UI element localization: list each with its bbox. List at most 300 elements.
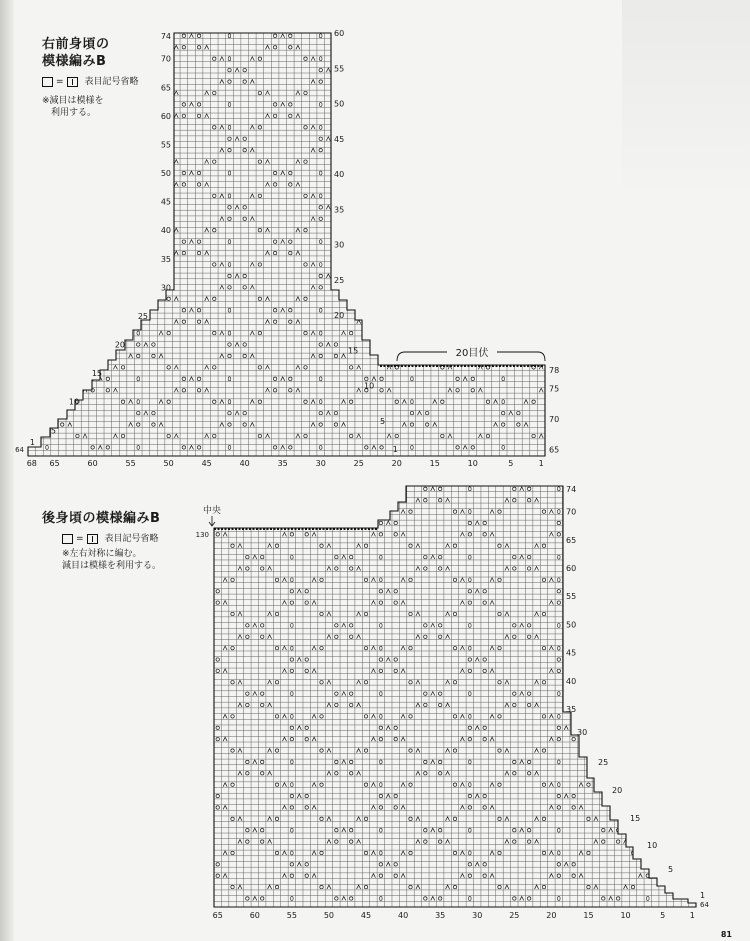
decrease-symbol xyxy=(311,194,315,198)
eyelet-symbol xyxy=(137,34,140,38)
decrease-symbol xyxy=(402,263,406,267)
yarn-over-symbol xyxy=(216,726,219,729)
decrease-symbol xyxy=(490,669,494,673)
decrease-symbol xyxy=(281,445,285,449)
yarn-over-symbol xyxy=(532,229,535,232)
decrease-symbol xyxy=(253,828,257,832)
eyelet-symbol xyxy=(469,623,472,627)
decrease-symbol xyxy=(220,194,224,198)
yarn-over-symbol xyxy=(243,286,246,289)
decrease-symbol xyxy=(37,148,41,152)
front-stitch-number: 40 xyxy=(239,459,250,468)
yarn-over-symbol xyxy=(290,658,293,661)
front-right-row-number: 5 xyxy=(380,416,386,426)
decrease-symbol xyxy=(37,331,41,335)
front-left-row-number: 60 xyxy=(160,111,171,121)
yarn-over-symbol xyxy=(137,80,140,83)
eyelet-symbol xyxy=(411,171,414,175)
yarn-over-symbol xyxy=(106,171,109,174)
decrease-symbol xyxy=(402,331,406,335)
decrease-symbol xyxy=(683,885,687,889)
yarn-over-symbol xyxy=(365,320,368,323)
yarn-over-symbol xyxy=(425,423,428,426)
yarn-over-symbol xyxy=(471,251,474,254)
yarn-over-symbol xyxy=(468,601,471,604)
back-cells xyxy=(214,486,696,907)
yarn-over-symbol xyxy=(246,692,249,695)
yarn-over-symbol xyxy=(572,658,575,661)
yarn-over-symbol xyxy=(616,624,619,627)
yarn-over-symbol xyxy=(587,783,590,786)
yarn-over-symbol xyxy=(319,206,322,209)
yarn-over-symbol xyxy=(438,772,441,775)
yarn-over-symbol xyxy=(91,46,94,49)
yarn-over-symbol xyxy=(61,148,64,151)
eyelet-symbol xyxy=(411,240,414,244)
yarn-over-symbol xyxy=(121,126,124,129)
decrease-symbol xyxy=(460,874,464,878)
eyelet-symbol xyxy=(291,646,294,650)
decrease-symbol xyxy=(431,896,435,900)
decrease-symbol xyxy=(312,510,316,514)
decrease-symbol xyxy=(282,532,286,536)
yarn-over-symbol xyxy=(379,601,382,604)
decrease-symbol xyxy=(68,354,72,358)
eyelet-symbol xyxy=(319,171,322,175)
decrease-symbol xyxy=(401,851,405,855)
decrease-symbol xyxy=(638,646,642,650)
yarn-over-symbol xyxy=(661,806,664,809)
decrease-symbol xyxy=(549,646,553,650)
yarn-over-symbol xyxy=(513,499,516,502)
eyelet-symbol xyxy=(558,578,561,582)
yarn-over-symbol xyxy=(289,446,292,449)
decrease-symbol xyxy=(297,726,301,730)
yarn-over-symbol xyxy=(616,567,619,570)
decrease-symbol xyxy=(220,400,224,404)
yarn-over-symbol xyxy=(91,171,94,174)
yarn-over-symbol xyxy=(513,487,516,490)
decrease-symbol xyxy=(223,532,227,536)
yarn-over-symbol xyxy=(121,400,124,403)
eyelet-symbol xyxy=(380,623,383,627)
yarn-over-symbol xyxy=(616,499,619,502)
decrease-symbol xyxy=(68,423,72,427)
decrease-symbol xyxy=(535,612,539,616)
front-stitch-number: 68 xyxy=(26,459,37,468)
yarn-over-symbol xyxy=(501,137,504,140)
decrease-symbol xyxy=(174,228,178,232)
decrease-symbol xyxy=(653,521,657,525)
yarn-over-symbol xyxy=(425,343,428,346)
yarn-over-symbol xyxy=(527,897,530,900)
decrease-symbol xyxy=(579,874,583,878)
decrease-symbol xyxy=(53,411,57,415)
back-right-row-number: 25 xyxy=(598,758,609,767)
decrease-symbol xyxy=(609,623,613,627)
decrease-symbol xyxy=(129,263,133,267)
yarn-over-symbol xyxy=(319,286,322,289)
yarn-over-symbol xyxy=(438,567,441,570)
yarn-over-symbol xyxy=(152,423,155,426)
yarn-over-symbol xyxy=(228,217,231,220)
yarn-over-symbol xyxy=(517,137,520,140)
yarn-over-symbol xyxy=(557,658,560,661)
decrease-symbol xyxy=(402,125,406,129)
front-stitch-number: 55 xyxy=(125,459,136,468)
decrease-symbol xyxy=(446,612,450,616)
front-stitch-number: 50 xyxy=(163,459,174,468)
decrease-symbol xyxy=(265,434,269,438)
yarn-over-symbol xyxy=(513,635,516,638)
yarn-over-symbol xyxy=(349,487,352,490)
decrease-symbol xyxy=(463,377,467,381)
yarn-over-symbol xyxy=(320,885,323,888)
decrease-symbol xyxy=(68,80,72,84)
yarn-over-symbol xyxy=(231,817,234,820)
decrease-symbol xyxy=(253,623,257,627)
yarn-over-symbol xyxy=(676,510,679,513)
yarn-over-symbol xyxy=(616,897,619,900)
decrease-symbol xyxy=(490,532,494,536)
yarn-over-symbol xyxy=(691,772,694,775)
decrease-symbol xyxy=(478,251,482,255)
yarn-over-symbol xyxy=(213,263,216,266)
decrease-symbol xyxy=(357,612,361,616)
yarn-over-symbol xyxy=(631,783,634,786)
yarn-over-symbol xyxy=(676,749,679,752)
eyelet-symbol xyxy=(502,125,505,129)
yarn-over-symbol xyxy=(243,423,246,426)
decrease-symbol xyxy=(357,114,361,118)
yarn-over-symbol xyxy=(441,91,444,94)
decrease-symbol xyxy=(535,680,539,684)
decrease-symbol xyxy=(609,555,613,559)
decrease-symbol xyxy=(265,182,269,186)
decrease-symbol xyxy=(238,771,242,775)
yarn-over-symbol xyxy=(305,806,308,809)
decrease-symbol xyxy=(223,805,227,809)
yarn-over-symbol xyxy=(532,126,535,129)
yarn-over-symbol xyxy=(517,343,520,346)
decrease-symbol xyxy=(296,297,300,301)
yarn-over-symbol xyxy=(394,669,397,672)
front-stitch-number: 30 xyxy=(315,459,326,468)
eyelet-symbol xyxy=(137,331,140,335)
decrease-symbol xyxy=(311,400,315,404)
yarn-over-symbol xyxy=(483,601,486,604)
yarn-over-symbol xyxy=(365,309,368,312)
decrease-symbol xyxy=(220,263,224,267)
eyelet-symbol xyxy=(469,510,472,514)
decrease-symbol xyxy=(327,817,331,821)
yarn-over-symbol xyxy=(289,46,292,49)
eyelet-symbol xyxy=(319,194,322,198)
decrease-symbol xyxy=(238,544,242,548)
yarn-over-symbol xyxy=(456,171,459,174)
yarn-over-symbol xyxy=(231,783,234,786)
yarn-over-symbol xyxy=(438,840,441,843)
back-stitch-number: 1 xyxy=(689,911,695,920)
eyelet-symbol xyxy=(319,240,322,244)
decrease-symbol xyxy=(342,400,346,404)
eyelet-symbol xyxy=(228,377,231,381)
decrease-symbol xyxy=(494,331,498,335)
yarn-over-symbol xyxy=(106,446,109,449)
decrease-symbol xyxy=(357,45,361,49)
yarn-over-symbol xyxy=(243,80,246,83)
decrease-symbol xyxy=(220,148,224,152)
yarn-over-symbol xyxy=(216,669,219,672)
decrease-symbol xyxy=(564,521,568,525)
decrease-symbol xyxy=(281,34,285,38)
yarn-over-symbol xyxy=(424,487,427,490)
decrease-symbol xyxy=(371,601,375,605)
decrease-symbol xyxy=(448,320,452,324)
decrease-symbol xyxy=(594,566,598,570)
eyelet-symbol xyxy=(228,171,231,175)
decrease-symbol xyxy=(609,828,613,832)
eyelet-symbol xyxy=(380,692,383,696)
yarn-over-symbol xyxy=(167,400,170,403)
yarn-over-symbol xyxy=(137,137,140,140)
yarn-over-symbol xyxy=(364,578,367,581)
front-title-line2: 模様編みB xyxy=(42,54,107,69)
yarn-over-symbol xyxy=(379,737,382,740)
yarn-over-symbol xyxy=(456,34,459,37)
yarn-over-symbol xyxy=(320,817,323,820)
decrease-symbol xyxy=(505,817,509,821)
decrease-symbol xyxy=(205,365,209,369)
decrease-symbol xyxy=(418,137,422,141)
eyelet-symbol xyxy=(502,57,505,61)
yarn-over-symbol xyxy=(334,80,337,83)
yarn-over-symbol xyxy=(197,171,200,174)
back-note-line2: 減目は模様を利用する。 xyxy=(62,561,162,571)
yarn-over-symbol xyxy=(137,148,140,151)
decrease-symbol xyxy=(594,817,598,821)
decrease-symbol xyxy=(460,805,464,809)
decrease-symbol xyxy=(113,182,117,186)
decrease-symbol xyxy=(624,566,628,570)
yarn-over-symbol xyxy=(486,331,489,334)
yarn-over-symbol xyxy=(61,423,64,426)
decrease-symbol xyxy=(342,423,346,427)
yarn-over-symbol xyxy=(197,34,200,37)
decrease-symbol xyxy=(638,578,642,582)
yarn-over-symbol xyxy=(261,635,264,638)
decrease-symbol xyxy=(624,544,628,548)
eyelet-symbol xyxy=(469,578,472,582)
yarn-over-symbol xyxy=(424,499,427,502)
yarn-over-symbol xyxy=(424,840,427,843)
yarn-over-symbol xyxy=(661,590,664,593)
yarn-over-symbol xyxy=(395,57,398,60)
front-stitch-number: 15 xyxy=(429,459,440,468)
yarn-over-symbol xyxy=(228,286,231,289)
decrease-symbol xyxy=(371,646,375,650)
yarn-over-symbol xyxy=(646,658,649,661)
decrease-symbol xyxy=(37,217,41,221)
decrease-symbol xyxy=(638,714,642,718)
decrease-symbol xyxy=(535,840,539,844)
decrease-symbol xyxy=(524,148,528,152)
yarn-over-symbol xyxy=(587,510,590,513)
eyelet-symbol xyxy=(558,828,561,832)
eyelet-symbol xyxy=(228,102,231,106)
decrease-symbol xyxy=(624,771,628,775)
yarn-over-symbol xyxy=(258,160,261,163)
yarn-over-symbol xyxy=(468,874,471,877)
yarn-over-symbol xyxy=(273,446,276,449)
yarn-over-symbol xyxy=(379,874,382,877)
decrease-symbol xyxy=(342,623,346,627)
eyelet-symbol xyxy=(46,308,49,312)
yarn-over-symbol xyxy=(557,601,560,604)
decrease-symbol xyxy=(53,274,57,278)
yarn-over-symbol xyxy=(661,601,664,604)
yarn-over-symbol xyxy=(513,828,516,831)
yarn-over-symbol xyxy=(335,555,338,558)
decrease-symbol xyxy=(327,749,331,753)
decrease-symbol xyxy=(342,828,346,832)
yarn-over-symbol xyxy=(305,533,308,536)
yarn-over-symbol xyxy=(602,499,605,502)
decrease-symbol xyxy=(311,217,315,221)
yarn-over-symbol xyxy=(453,612,456,615)
yarn-over-symbol xyxy=(517,274,520,277)
decrease-symbol xyxy=(253,487,257,491)
eyelet-symbol xyxy=(228,34,231,38)
yarn-over-symbol xyxy=(691,499,694,502)
yarn-over-symbol xyxy=(91,183,94,186)
decrease-symbol xyxy=(268,544,272,548)
yarn-over-symbol xyxy=(691,567,694,570)
yarn-over-symbol xyxy=(30,331,33,334)
yarn-over-symbol xyxy=(456,309,459,312)
decrease-symbol xyxy=(113,228,117,232)
eyelet-symbol xyxy=(647,692,650,696)
yarn-over-symbol xyxy=(532,194,535,197)
eyelet-symbol xyxy=(319,34,322,38)
decrease-symbol xyxy=(535,817,539,821)
yarn-over-symbol xyxy=(364,851,367,854)
decrease-symbol xyxy=(282,783,286,787)
yarn-over-symbol xyxy=(395,331,398,334)
yarn-over-symbol xyxy=(661,726,664,729)
decrease-symbol xyxy=(342,148,346,152)
yarn-over-symbol xyxy=(483,669,486,672)
yarn-over-symbol xyxy=(319,148,322,151)
decrease-symbol xyxy=(342,80,346,84)
front-right-row-number: 55 xyxy=(334,64,345,74)
decrease-symbol xyxy=(386,794,390,798)
yarn-over-symbol xyxy=(335,840,338,843)
back-stitch-number: 5 xyxy=(660,911,666,920)
decrease-symbol xyxy=(539,297,543,301)
decrease-symbol xyxy=(250,57,254,61)
yarn-over-symbol xyxy=(410,411,413,414)
yarn-over-symbol xyxy=(602,567,605,570)
decrease-symbol xyxy=(326,205,330,209)
decrease-symbol xyxy=(520,896,524,900)
yarn-over-symbol xyxy=(661,521,664,524)
yarn-over-symbol xyxy=(290,669,293,672)
decrease-symbol xyxy=(401,669,405,673)
decrease-symbol xyxy=(205,114,209,118)
back-symbol-layer xyxy=(216,487,694,901)
eyelet-symbol xyxy=(137,57,140,61)
yarn-over-symbol xyxy=(380,46,383,49)
decrease-symbol xyxy=(431,487,435,491)
front-left-row-number: 15 xyxy=(91,369,102,379)
eyelet-symbol xyxy=(319,445,322,449)
yarn-over-symbol xyxy=(486,400,489,403)
decrease-symbol xyxy=(235,68,239,72)
eyelet-symbol xyxy=(411,34,414,38)
yarn-over-symbol xyxy=(290,806,293,809)
yarn-over-symbol xyxy=(631,715,634,718)
decrease-symbol xyxy=(638,874,642,878)
yarn-over-symbol xyxy=(182,34,185,37)
decrease-symbol xyxy=(83,434,87,438)
yarn-over-symbol xyxy=(289,389,292,392)
yarn-over-symbol xyxy=(61,343,64,346)
legend-text: 表目記号省略 xyxy=(84,77,139,87)
decrease-symbol xyxy=(535,885,539,889)
yarn-over-symbol xyxy=(349,635,352,638)
yarn-over-symbol xyxy=(275,578,278,581)
decrease-symbol xyxy=(223,783,227,787)
yarn-over-symbol xyxy=(261,624,264,627)
yarn-over-symbol xyxy=(527,692,530,695)
yarn-over-symbol xyxy=(468,726,471,729)
yarn-over-symbol xyxy=(289,240,292,243)
decrease-symbol xyxy=(431,760,435,764)
decrease-symbol xyxy=(83,182,87,186)
yarn-over-symbol xyxy=(304,126,307,129)
yarn-over-symbol xyxy=(365,171,368,174)
decrease-symbol xyxy=(265,365,269,369)
decrease-symbol xyxy=(535,749,539,753)
decrease-symbol xyxy=(282,851,286,855)
decrease-symbol xyxy=(509,274,513,278)
yarn-over-symbol xyxy=(320,681,323,684)
yarn-over-symbol xyxy=(182,171,185,174)
yarn-over-symbol xyxy=(152,343,155,346)
decrease-symbol xyxy=(223,714,227,718)
decrease-symbol xyxy=(174,388,178,392)
yarn-over-symbol xyxy=(631,510,634,513)
yarn-over-symbol xyxy=(542,646,545,649)
decrease-symbol xyxy=(312,805,316,809)
yarn-over-symbol xyxy=(602,555,605,558)
decrease-symbol xyxy=(312,737,316,741)
decrease-symbol xyxy=(418,343,422,347)
yarn-over-symbol xyxy=(498,817,501,820)
decrease-symbol xyxy=(668,805,672,809)
back-right-row-number: 20 xyxy=(612,786,623,795)
decrease-symbol xyxy=(433,285,437,289)
decrease-symbol xyxy=(327,635,331,639)
yarn-over-symbol xyxy=(182,183,185,186)
yarn-over-symbol xyxy=(676,646,679,649)
decrease-symbol xyxy=(535,566,539,570)
yarn-over-symbol xyxy=(258,400,261,403)
yarn-over-symbol xyxy=(152,137,155,140)
decrease-symbol xyxy=(342,692,346,696)
decrease-symbol xyxy=(312,578,316,582)
